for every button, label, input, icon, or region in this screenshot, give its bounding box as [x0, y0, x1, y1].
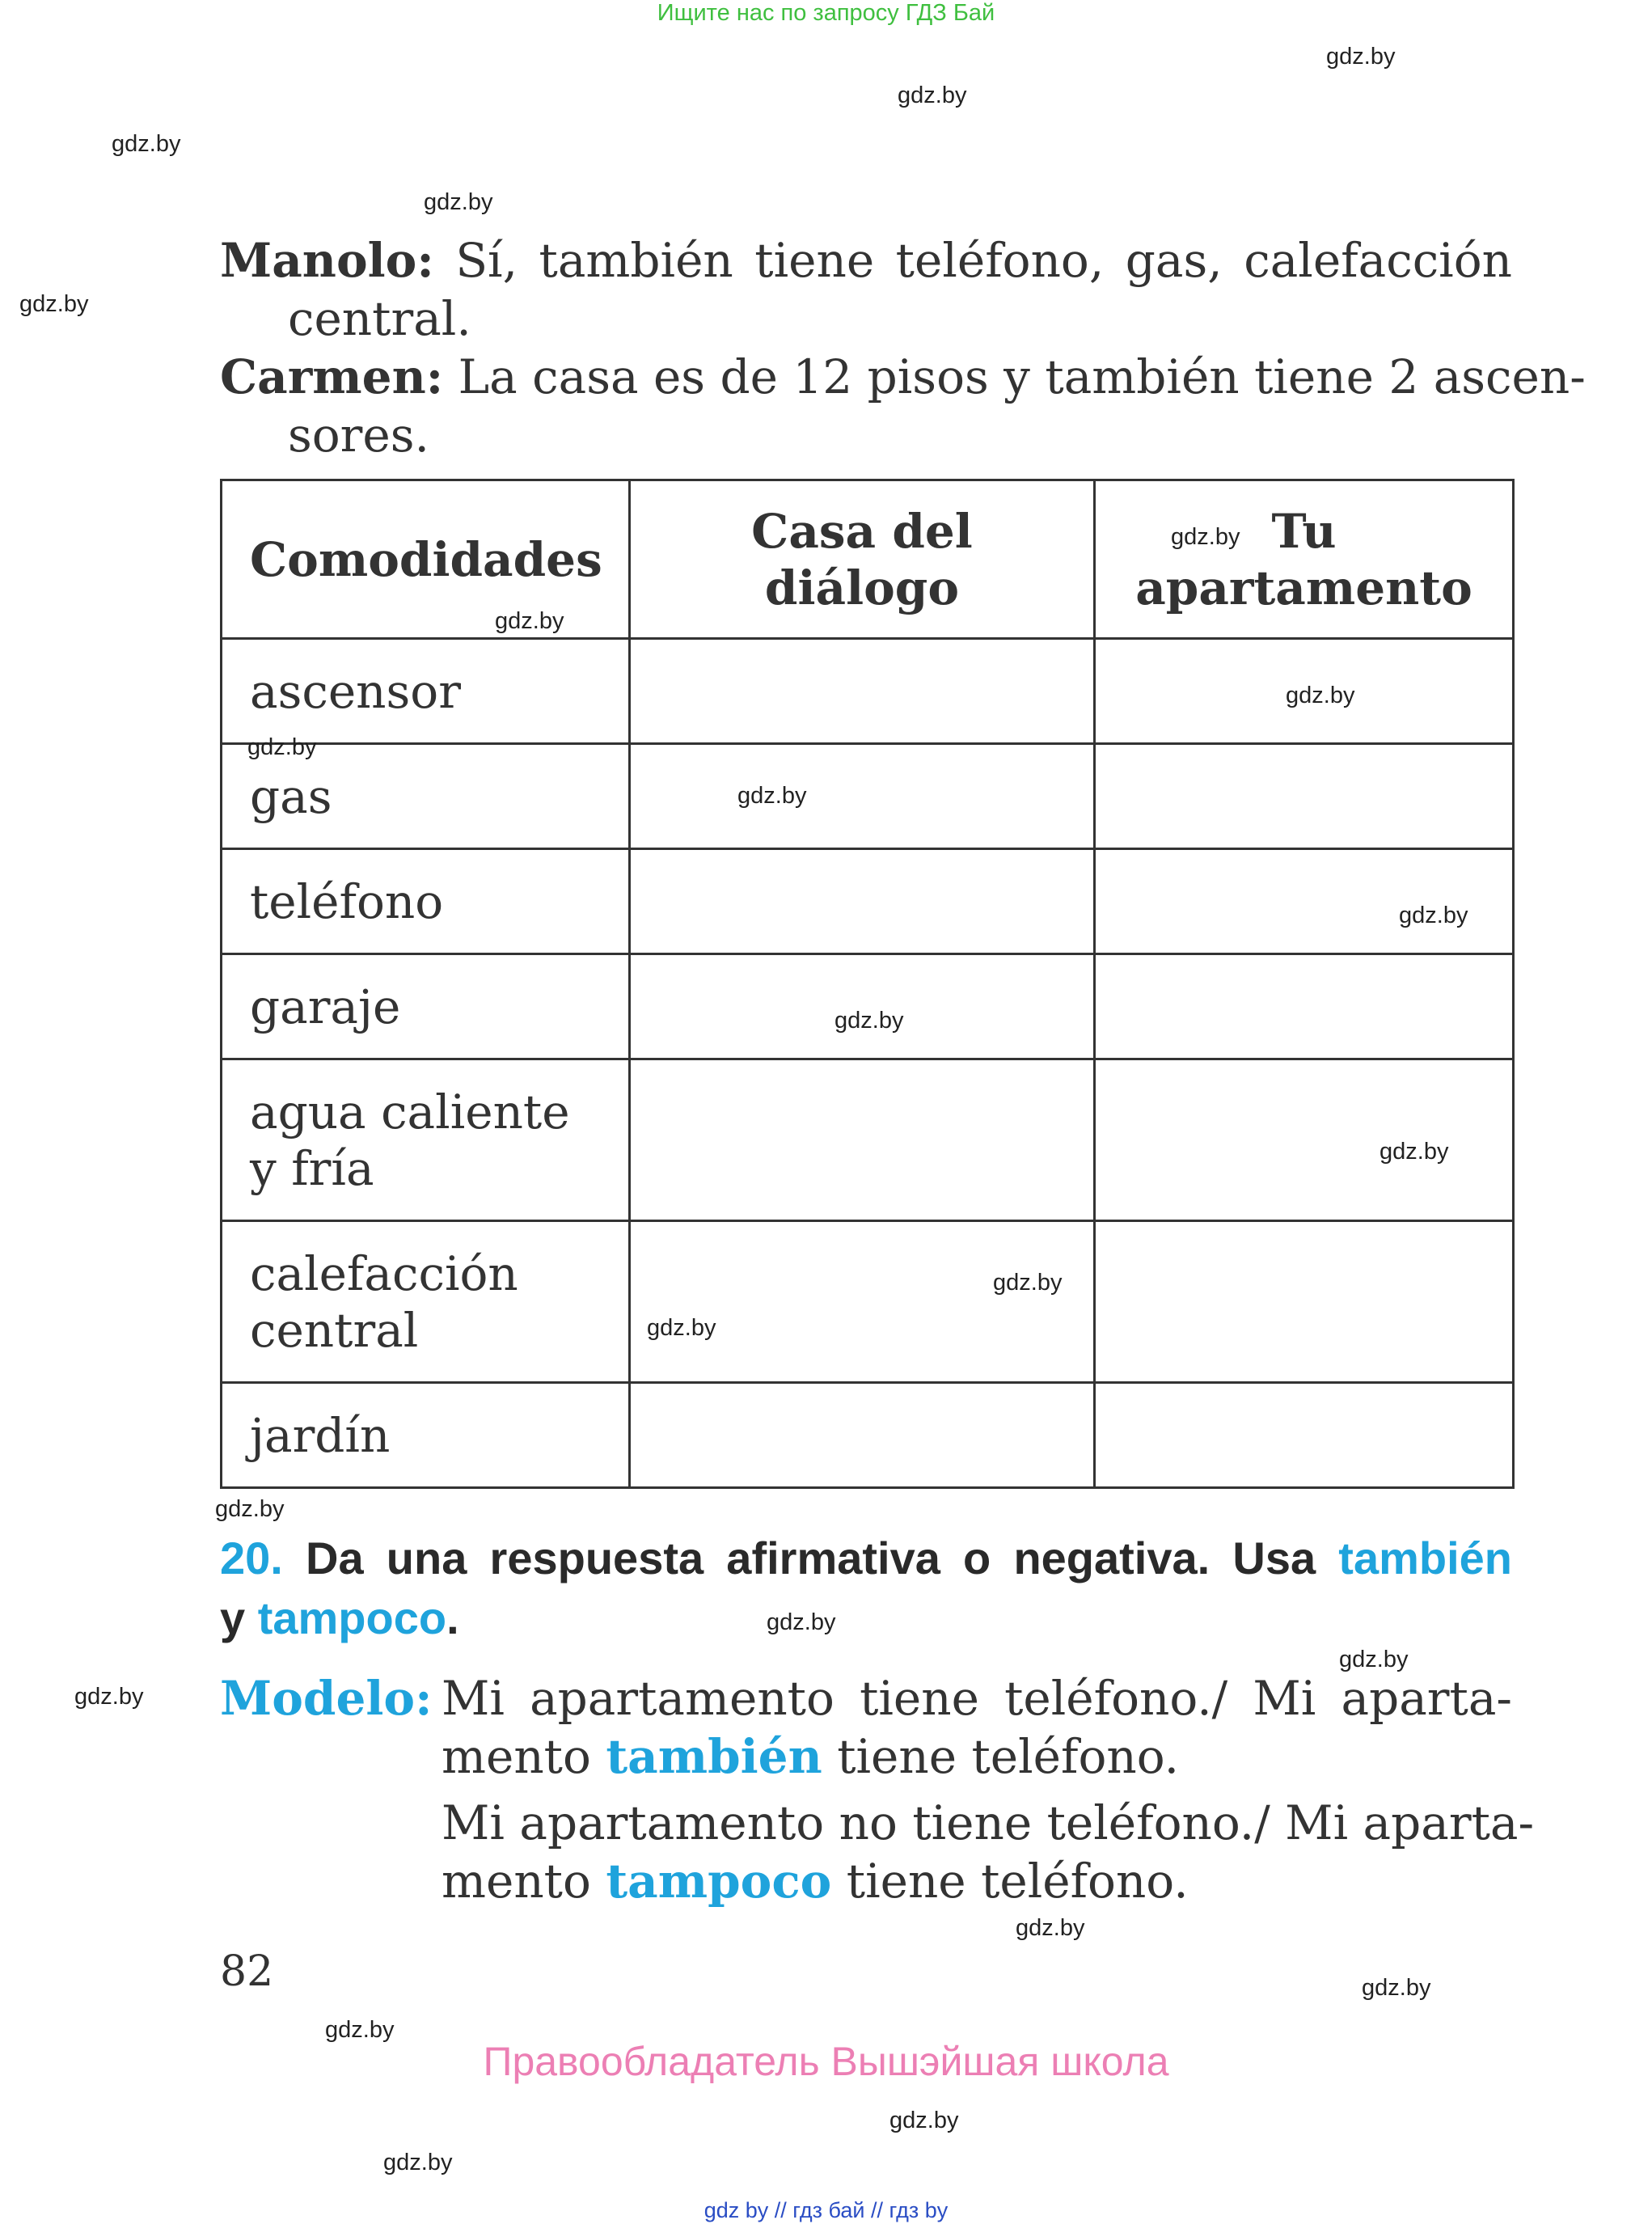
row-item: jardín — [222, 1383, 630, 1488]
watermark: gdz.by — [383, 2150, 453, 2175]
exercise-end: . — [446, 1592, 459, 1643]
speaker-carmen: Carmen: — [220, 349, 444, 404]
exercise-title-line-2 — [220, 1588, 1512, 1648]
cell-casa[interactable] — [630, 639, 1095, 744]
cell-apartamento[interactable] — [1095, 1221, 1514, 1383]
watermark: gdz.by — [1399, 903, 1468, 928]
row-item: gas — [222, 744, 630, 849]
watermark: gdz.by — [737, 783, 807, 809]
top-banner[interactable]: Ищите нас по запросу ГДЗ Бай — [657, 0, 995, 26]
watermark: gdz.by — [247, 734, 317, 760]
model-label — [220, 1669, 432, 1727]
watermark: gdz.by — [1326, 44, 1396, 70]
watermark: gdz.by — [112, 131, 181, 157]
header-comodidades: Comodidades — [222, 480, 630, 639]
cell-casa[interactable] — [630, 744, 1095, 849]
cell-casa[interactable] — [630, 954, 1095, 1059]
page-number: 82 — [220, 1947, 274, 1996]
model-label-text: Modelo: — [220, 1671, 433, 1726]
watermark: gdz.by — [834, 1008, 904, 1034]
row-item: ascensor — [222, 639, 630, 744]
watermark: gdz.by — [1016, 1915, 1085, 1941]
model-s1-line-1: Mi apartamento tiene teléfono./ Mi aparta- — [442, 1671, 1512, 1726]
exercise-text: Da una respuesta afirmativa o negativa. Usa — [306, 1533, 1316, 1583]
cell-apartamento[interactable] — [1095, 744, 1514, 849]
watermark: gdz.by — [889, 2108, 959, 2133]
cell-casa[interactable] — [630, 1059, 1095, 1221]
table-row — [222, 744, 1514, 849]
model-text: tiene teléfono. — [846, 1854, 1189, 1909]
watermark: gdz.by — [1171, 524, 1240, 550]
exercise-number: 20. — [220, 1533, 283, 1583]
watermark: gdz.by — [1379, 1139, 1449, 1165]
table-row — [222, 849, 1514, 954]
model-s2-line-2 — [442, 1852, 1189, 1910]
watermark: gdz.by — [74, 1684, 144, 1710]
carmen-line-2: sores. — [288, 408, 429, 463]
bottom-links[interactable]: gdz by // гдз бай // гдз by — [703, 2198, 949, 2222]
cell-apartamento[interactable] — [1095, 849, 1514, 954]
watermark: gdz.by — [647, 1315, 716, 1341]
table-row — [222, 954, 1514, 1059]
watermark: gdz.by — [767, 1609, 836, 1635]
keyword-tambien: también — [1338, 1533, 1512, 1583]
model-s2-line-1: Mi apartamento no tiene teléfono./ Mi aparta- — [442, 1795, 1535, 1850]
keyword-tampoco: tampoco — [606, 1854, 832, 1909]
watermark: gdz.by — [898, 82, 967, 108]
cell-casa[interactable] — [630, 1221, 1095, 1383]
watermark: gdz.by — [495, 608, 564, 634]
exercise-title-line-1 — [220, 1528, 1512, 1588]
watermark: gdz.by — [1362, 1975, 1431, 2001]
cell-apartamento[interactable] — [1095, 1059, 1514, 1221]
row-item: calefacción central — [222, 1221, 630, 1383]
manolo-line-2: central. — [288, 291, 471, 346]
watermark: gdz.by — [993, 1270, 1063, 1296]
keyword-tampoco: tampoco — [257, 1592, 447, 1643]
exercise-conj: y — [220, 1592, 246, 1643]
row-item: agua caliente y fría — [222, 1059, 630, 1221]
keyword-tambien: también — [606, 1729, 822, 1784]
table-row — [222, 1221, 1514, 1383]
row-item: garaje — [222, 954, 630, 1059]
model-text: mento — [442, 1854, 591, 1909]
cell-casa[interactable] — [630, 1383, 1095, 1488]
cell-apartamento[interactable] — [1095, 1383, 1514, 1488]
model-text: mento — [442, 1729, 591, 1784]
header-tu-apartamento: Tu apartamento — [1095, 480, 1514, 639]
model-text: tiene teléfono. — [837, 1729, 1180, 1784]
table-header-row — [222, 480, 1514, 639]
watermark: gdz.by — [19, 291, 89, 317]
row-item: teléfono — [222, 849, 630, 954]
manolo-text: Sí, también tiene teléfono, gas, calefacción — [455, 233, 1513, 288]
comodidades-table — [220, 479, 1515, 1489]
watermark: gdz.by — [215, 1496, 285, 1522]
carmen-text: La casa es de 12 pisos y también tiene 2 ascen- — [458, 349, 1586, 404]
watermark: gdz.by — [424, 189, 493, 215]
copyright: Правообладатель Вышэйшая школа — [483, 2039, 1169, 2084]
manolo-line-1 — [220, 231, 1512, 290]
model-s1-line-2 — [442, 1727, 1179, 1786]
header-casa-del-dialogo: Casa del diálogo — [630, 480, 1095, 639]
table-row — [222, 1383, 1514, 1488]
speaker-manolo: Manolo: — [220, 233, 434, 288]
watermark: gdz.by — [1339, 1647, 1409, 1672]
carmen-line-1 — [220, 348, 1586, 406]
watermark: gdz.by — [1286, 683, 1355, 708]
exercise-title — [220, 1528, 1512, 1648]
cell-casa[interactable] — [630, 849, 1095, 954]
watermark: gdz.by — [325, 2017, 395, 2043]
table-row — [222, 1059, 1514, 1221]
cell-apartamento[interactable] — [1095, 954, 1514, 1059]
